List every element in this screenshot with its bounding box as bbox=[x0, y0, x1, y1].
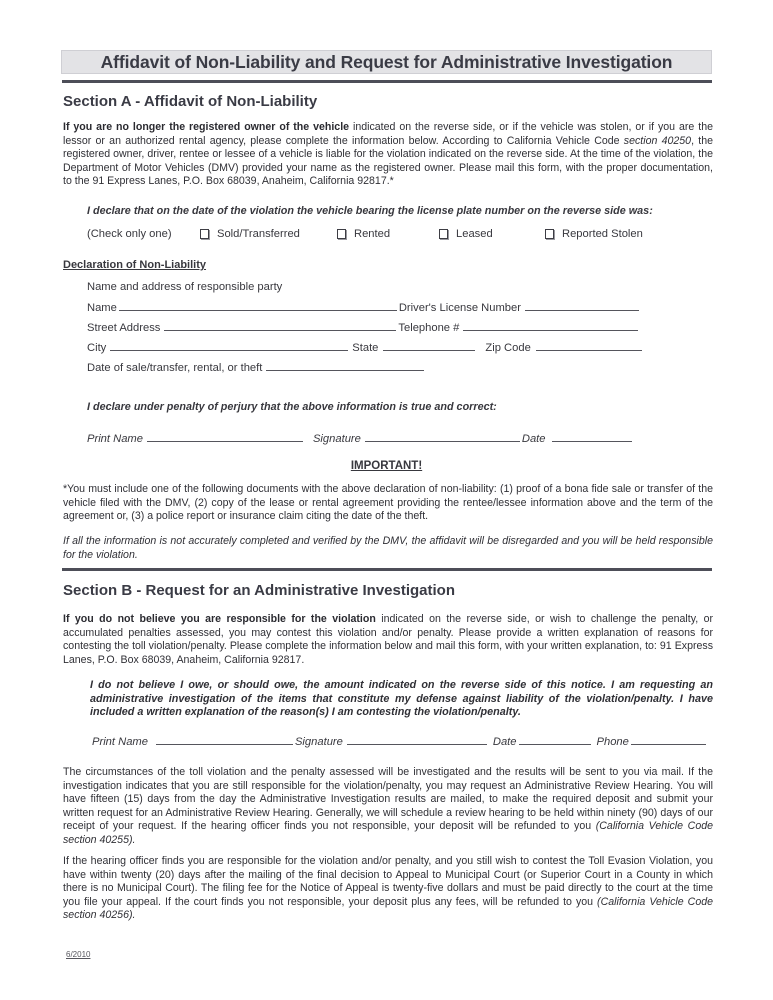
required-documents-note: *You must include one of the following documents with the above declaration of non-liability: (1) proof of a bona fide sale or transfer of the vehicle filed with the DMV, (2) copy of the lease or rental agreement providing the rentee/lessee information above and the term of the agreement or, (3) a police report or insurance claim citing the date of the theft. bbox=[63, 483, 713, 523]
option-label: Reported Stolen bbox=[562, 228, 643, 240]
section-b-intro bbox=[63, 613, 713, 667]
section-b-intro-text: indicated on the reverse side, or wish to challenge the penalty, or accumulated penalties assessed, you may contest this violation and/or penalty. Please provide a written explanation of reasons for contesting the toll violation/penalty. Please complete the information below and mail this form, with your written explanation, to: 91 Express Lanes, P.O. Box 68039, Anaheim, California 92817. bbox=[63, 613, 714, 666]
section-divider bbox=[62, 568, 712, 571]
form-revision-date: 6/2010 bbox=[66, 950, 91, 959]
option-leased[interactable] bbox=[439, 228, 493, 240]
address-row bbox=[87, 320, 640, 334]
telephone-field[interactable] bbox=[463, 320, 638, 331]
signature-label: Signature bbox=[312, 433, 361, 445]
vehicle-status-statement: I declare that on the date of the violation the vehicle bearing the license plate number on the reverse side was: bbox=[87, 205, 653, 217]
section-a-intro-text-1: indicated on the reverse side, or if the vehicle was stolen, or if you are the lessor or an authorized rental agency, please complete the information below. According to California Vehicle Code bbox=[63, 121, 713, 147]
city-row bbox=[87, 340, 644, 354]
check-prompt: (Check only one) bbox=[87, 228, 172, 240]
section-a-heading: Section A - Affidavit of Non-Liability bbox=[63, 93, 318, 110]
event-date-field[interactable] bbox=[266, 360, 424, 371]
phone-label: Phone bbox=[596, 736, 629, 748]
investigation-process-paragraph bbox=[63, 766, 713, 848]
perjury-statement: I declare under penalty of perjury that the above information is true and correct: bbox=[87, 401, 497, 413]
checkbox-icon[interactable] bbox=[439, 229, 448, 239]
checkbox-icon[interactable] bbox=[545, 229, 554, 239]
appeal-process-paragraph bbox=[63, 855, 713, 923]
print-name-label: Print Name bbox=[92, 736, 148, 748]
document-title-bar bbox=[61, 50, 712, 74]
section-a-intro-citation: section 40250 bbox=[623, 134, 692, 147]
title-divider bbox=[62, 80, 712, 83]
zip-code-field[interactable] bbox=[536, 340, 642, 351]
state-field[interactable] bbox=[383, 340, 475, 351]
option-sold-transferred[interactable] bbox=[200, 228, 300, 240]
signature-field[interactable] bbox=[365, 431, 520, 442]
date-field[interactable] bbox=[519, 734, 591, 745]
section-a-signature-row bbox=[87, 431, 634, 445]
print-name-label: Print Name bbox=[87, 433, 143, 445]
date-label: Date bbox=[492, 736, 517, 748]
state-label: State bbox=[352, 342, 379, 354]
name-label: Name bbox=[87, 302, 117, 314]
signature-label: Signature bbox=[294, 736, 343, 748]
checkbox-icon[interactable] bbox=[200, 229, 209, 239]
print-name-field[interactable] bbox=[147, 431, 303, 442]
phone-field[interactable] bbox=[631, 734, 706, 745]
declaration-heading: Declaration of Non-Liability bbox=[63, 259, 207, 271]
drivers-license-label: Driver's License Number bbox=[398, 302, 521, 314]
option-label: Sold/Transferred bbox=[217, 228, 300, 240]
important-heading: IMPORTANT! bbox=[350, 460, 423, 472]
city-field[interactable] bbox=[110, 340, 348, 351]
date-field[interactable] bbox=[552, 431, 632, 442]
street-address-label: Street Address bbox=[87, 322, 161, 334]
document-title: Affidavit of Non-Liability and Request for Administrative Investigation bbox=[100, 51, 673, 72]
street-address-field[interactable] bbox=[164, 320, 396, 331]
contest-statement: I do not believe I owe, or should owe, the amount indicated on the reverse side of this notice. I am requesting an administrative investigation of the items that constitute my defense against liability of the violation/penalty. I have included a written explanation of the reason(s) I am contesting the violation/penalty. bbox=[90, 679, 713, 719]
name-row bbox=[87, 300, 641, 314]
section-a-intro-text-2: , the registered owner, driver, rentee or lessee of a vehicle is liable for the violation indicated on the reverse side. At the time of the violation, the Department of Motor Vehicles (DMV) provided your name as the registered owner. Please mail this form, with the proper documentation, to the 91 Express Lanes, P.O. Box 68039, Anaheim, California 92817.* bbox=[63, 134, 713, 188]
section-a-intro bbox=[63, 121, 713, 189]
vehicle-code-citation-40256: (California Vehicle Code section 40256). bbox=[63, 895, 714, 922]
event-date-label: Date of sale/transfer, rental, or theft bbox=[87, 362, 263, 374]
event-date-row bbox=[87, 360, 426, 374]
section-b-intro-bold: If you do not believe you are responsible for the violation bbox=[63, 613, 376, 625]
zip-code-label: Zip Code bbox=[485, 342, 531, 354]
name-field[interactable] bbox=[119, 300, 397, 311]
investigation-text: The circumstances of the toll violation and the penalty assessed will be investigated and the results will be sent to you via mail. If the investigation indicates that you are still responsible for the violation/penalty, you may request an Administrative Review Hearing. You will have fifteen (15) days from the day the Administrative Investigation results are mailed, to make the required deposit and submit your written request for an Administrative Review Hearing. Generally, we will schedule a review hearing to be held within ninety (90) days of our receipt of your request. If the hearing officer finds you not responsible, your deposit will be refunded to you bbox=[63, 766, 713, 833]
date-label: Date bbox=[521, 433, 546, 445]
option-label: Rented bbox=[354, 228, 391, 240]
disregard-warning: If all the information is not accurately completed and verified by the DMV, the affidavit will be disregarded and you will be held responsible for the violation. bbox=[63, 535, 713, 561]
section-b-signature-row bbox=[92, 734, 708, 748]
option-reported-stolen[interactable] bbox=[545, 228, 643, 240]
section-a-intro-bold: If you are no longer the registered owner of the vehicle bbox=[63, 121, 350, 133]
signature-field[interactable] bbox=[347, 734, 487, 745]
telephone-label: Telephone # bbox=[398, 322, 460, 334]
responsible-party-label: Name and address of responsible party bbox=[87, 281, 283, 293]
option-rented[interactable] bbox=[337, 228, 390, 240]
checkbox-icon[interactable] bbox=[337, 229, 346, 239]
drivers-license-field[interactable] bbox=[525, 300, 639, 311]
option-label: Leased bbox=[456, 228, 493, 240]
print-name-field[interactable] bbox=[156, 734, 293, 745]
section-b-heading: Section B - Request for an Administrative Investigation bbox=[63, 582, 456, 599]
vehicle-code-citation-40255: (California Vehicle Code section 40255). bbox=[63, 820, 714, 846]
city-label: City bbox=[87, 342, 107, 354]
appeal-text: If the hearing officer finds you are responsible for the violation and/or penalty, and you still wish to contest the Toll Evasion Violation, you have within twenty (20) days after the mailing of the final decision to Appeal to Municipal Court (or Superior Court in a County in which there is no Municipal Court). The filing fee for the Notice of Appeal is twenty-five dollars and must be paid directly to the court at the time you file your appeal. If the court finds you not responsible, your deposit plus any fees, will be refunded to you bbox=[63, 855, 713, 908]
